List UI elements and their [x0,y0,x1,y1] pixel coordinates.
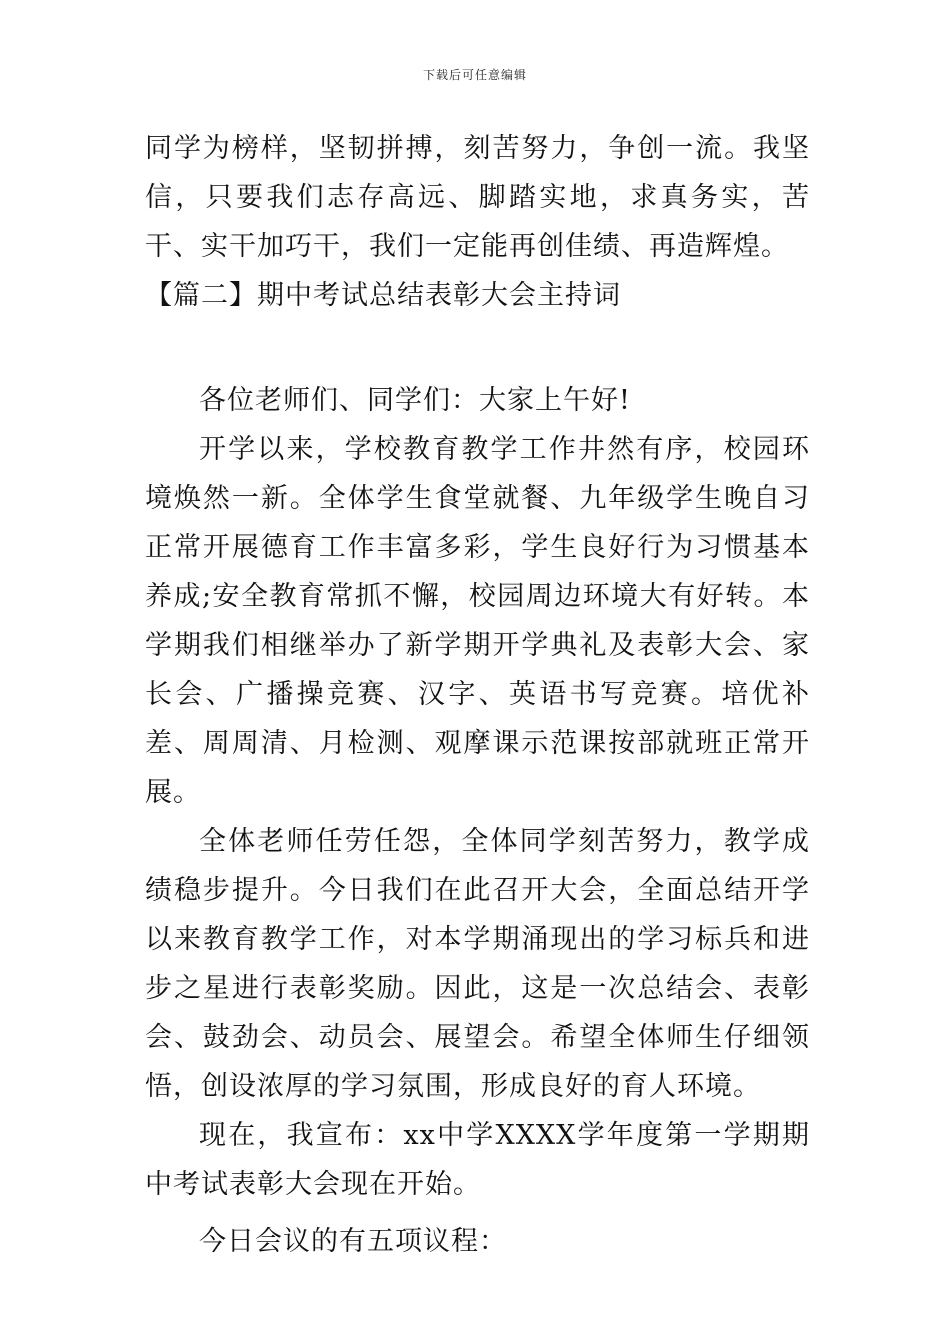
paragraph-school-overview: 开学以来，学校教育教学工作井然有序，校园环境焕然一新。全体学生食堂就餐、九年级学生晚自习正常开展德育工作丰富多彩，学生良好行为习惯基本养成;安全教育常抓不懈，校园周边环境大有好转。本学期我们相继举办了新学期开学典礼及表彰大会、家长会、广播操竞赛、汉字、英语书写竞赛。培优补差、周周清、月检测、观摩课示范课按部就班正常开展。 [145,434,810,808]
header-note: 下载后可任意编辑 [422,68,527,82]
paragraph-continuation: 同学为榜样，坚韧拼搏，刻苦努力，争创一流。我坚信，只要我们志存高远、脚踏实地，求真务实，苦干、实干加巧干，我们一定能再创佳绩、再造辉煌。 [145,133,810,262]
paragraph-meeting-purpose: 全体老师任劳任怨，全体同学刻苦努力，教学成绩稳步提升。今日我们在此召开大会，全面总结开学以来教育教学工作，对本学期涌现出的学习标兵和进步之星进行表彰奖励。因此，这是一次总结会、表彰会、鼓劲会、动员会、展望会。希望全体师生仔细领悟，创设浓厚的学习氛围，形成良好的育人环境。 [145,826,810,1102]
paragraph-announcement: 现在，我宣布：xx中学XXXX学年度第一学期期中考试表彰大会现在开始。 [145,1120,810,1200]
paragraph-greeting: 各位老师们、同学们：大家上午好! [199,385,631,416]
section-title: 【篇二】期中考试总结表彰大会主持词 [145,280,621,311]
paragraph-agenda-intro: 今日会议的有五项议程： [199,1226,507,1257]
document-body [145,124,810,1266]
